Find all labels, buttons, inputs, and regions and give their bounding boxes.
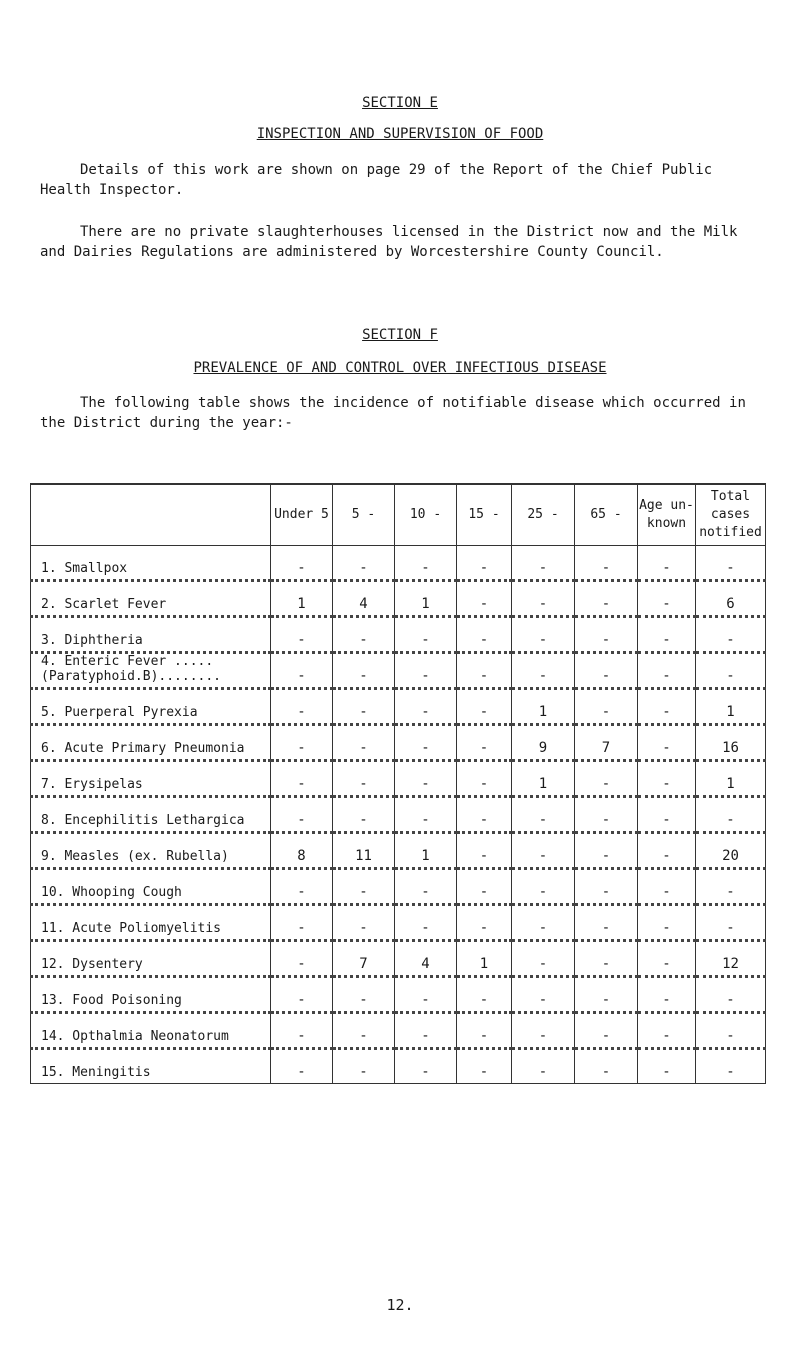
table-row	[31, 905, 766, 941]
count-cell: -	[271, 977, 333, 1013]
count-cell: -	[395, 869, 457, 905]
table-row	[31, 653, 766, 689]
count-cell: -	[457, 905, 512, 941]
count-cell: 11	[333, 833, 395, 869]
count-cell: 7	[575, 725, 638, 761]
count-cell: -	[638, 1013, 696, 1049]
count-cell: -	[333, 689, 395, 725]
count-cell: -	[575, 797, 638, 833]
notifiable-disease-table	[30, 483, 766, 1084]
count-cell: -	[638, 905, 696, 941]
disease-name: 10. Whooping Cough	[31, 869, 271, 905]
count-cell: -	[457, 833, 512, 869]
count-cell: -	[457, 689, 512, 725]
count-cell: -	[512, 653, 575, 689]
count-cell: -	[638, 977, 696, 1013]
count-cell: 1	[271, 581, 333, 617]
table-row	[31, 581, 766, 617]
count-cell: -	[696, 869, 766, 905]
count-cell: -	[638, 869, 696, 905]
section-e-subheading: INSPECTION AND SUPERVISION OF FOOD	[256, 126, 544, 142]
count-cell: 4	[333, 581, 395, 617]
count-cell: -	[512, 1049, 575, 1084]
count-cell: 8	[271, 833, 333, 869]
count-cell: -	[457, 725, 512, 761]
count-cell: -	[575, 1049, 638, 1084]
count-cell: -	[512, 977, 575, 1013]
count-cell: -	[395, 725, 457, 761]
count-cell: -	[271, 725, 333, 761]
count-cell: -	[395, 761, 457, 797]
table-row	[31, 869, 766, 905]
count-cell: -	[696, 905, 766, 941]
count-cell: -	[395, 546, 457, 581]
count-cell: -	[638, 761, 696, 797]
disease-name: 13. Food Poisoning	[31, 977, 271, 1013]
header-col-5: 25 -	[512, 484, 575, 546]
count-cell: -	[395, 1049, 457, 1084]
table-row	[31, 977, 766, 1013]
header-col-3: 10 -	[395, 484, 457, 546]
count-cell: -	[512, 1013, 575, 1049]
count-cell: -	[696, 977, 766, 1013]
disease-name: 11. Acute Poliomyelitis	[31, 905, 271, 941]
table-row	[31, 1013, 766, 1049]
count-cell: -	[457, 977, 512, 1013]
count-cell: 1	[512, 761, 575, 797]
count-cell: -	[333, 869, 395, 905]
table-row	[31, 689, 766, 725]
count-cell: -	[395, 797, 457, 833]
count-cell: -	[457, 1013, 512, 1049]
count-cell: -	[333, 653, 395, 689]
count-cell: 12	[696, 941, 766, 977]
section-f-paragraph-1: The following table shows the incidence of notifiable disease which occurred in the District during the year:-	[40, 395, 746, 431]
count-cell: -	[333, 1013, 395, 1049]
count-cell: 7	[333, 941, 395, 977]
table-row	[31, 725, 766, 761]
count-cell: -	[271, 1049, 333, 1084]
count-cell: -	[395, 1013, 457, 1049]
count-cell: -	[271, 905, 333, 941]
count-cell: -	[575, 869, 638, 905]
count-cell: -	[638, 941, 696, 977]
count-cell: -	[696, 1013, 766, 1049]
header-col-7: Age un- known	[638, 484, 696, 546]
count-cell: -	[395, 905, 457, 941]
header-col-2: 5 -	[333, 484, 395, 546]
count-cell: -	[271, 653, 333, 689]
count-cell: -	[575, 977, 638, 1013]
table-row	[31, 797, 766, 833]
count-cell: -	[271, 797, 333, 833]
count-cell: -	[395, 653, 457, 689]
count-cell: -	[512, 617, 575, 653]
disease-name: 15. Meningitis	[31, 1049, 271, 1084]
disease-name: 4. Enteric Fever .....(Paratyphoid.B)........	[31, 653, 271, 689]
disease-name: 8. Encephilitis Lethargica	[31, 797, 271, 833]
count-cell: -	[512, 833, 575, 869]
table-row	[31, 617, 766, 653]
count-cell: -	[575, 833, 638, 869]
section-e-paragraph-1: Details of this work are shown on page 29 of the Report of the Chief Public Health Inspector.	[40, 162, 713, 198]
disease-name: 5. Puerperal Pyrexia	[31, 689, 271, 725]
count-cell: -	[638, 1049, 696, 1084]
header-col-6: 65 -	[575, 484, 638, 546]
count-cell: -	[638, 581, 696, 617]
count-cell: 1	[696, 761, 766, 797]
count-cell: -	[512, 797, 575, 833]
count-cell: -	[575, 1013, 638, 1049]
count-cell: -	[638, 833, 696, 869]
count-cell: -	[638, 725, 696, 761]
count-cell: -	[271, 761, 333, 797]
count-cell: -	[333, 617, 395, 653]
count-cell: -	[333, 977, 395, 1013]
count-cell: 16	[696, 725, 766, 761]
count-cell: -	[333, 905, 395, 941]
table-row	[31, 1049, 766, 1084]
count-cell: 1	[395, 581, 457, 617]
count-cell: -	[271, 941, 333, 977]
count-cell: -	[696, 653, 766, 689]
count-cell: -	[333, 1049, 395, 1084]
count-cell: -	[696, 617, 766, 653]
count-cell: -	[696, 797, 766, 833]
count-cell: -	[638, 653, 696, 689]
count-cell: -	[333, 761, 395, 797]
count-cell: -	[696, 546, 766, 581]
count-cell: -	[457, 1049, 512, 1084]
count-cell: -	[638, 617, 696, 653]
count-cell: -	[271, 689, 333, 725]
count-cell: 1	[457, 941, 512, 977]
count-cell: -	[457, 869, 512, 905]
count-cell: -	[333, 725, 395, 761]
section-e-paragraph-2: There are no private slaughterhouses licensed in the District now and the Milk and Dairies Regulations are administered by Worcestershire County Council.	[40, 224, 738, 260]
count-cell: -	[512, 581, 575, 617]
count-cell: 1	[512, 689, 575, 725]
count-cell: -	[457, 653, 512, 689]
count-cell: -	[271, 1013, 333, 1049]
count-cell: -	[457, 761, 512, 797]
count-cell: -	[333, 546, 395, 581]
count-cell: -	[457, 617, 512, 653]
disease-name: 14. Opthalmia Neonatorum	[31, 1013, 271, 1049]
count-cell: -	[575, 941, 638, 977]
disease-name: 12. Dysentery	[31, 941, 271, 977]
count-cell: -	[512, 905, 575, 941]
page-number: 12.	[386, 1296, 414, 1314]
disease-name: 7. Erysipelas	[31, 761, 271, 797]
count-cell: -	[457, 546, 512, 581]
count-cell: -	[395, 977, 457, 1013]
count-cell: -	[271, 617, 333, 653]
disease-name: 1. Smallpox	[31, 546, 271, 581]
count-cell: -	[575, 546, 638, 581]
count-cell: -	[457, 797, 512, 833]
header-col-8: Total cases notified	[696, 484, 766, 546]
count-cell: -	[575, 761, 638, 797]
count-cell: -	[575, 689, 638, 725]
table-header-row	[31, 484, 766, 546]
count-cell: -	[638, 546, 696, 581]
count-cell: -	[333, 797, 395, 833]
count-cell: -	[512, 546, 575, 581]
count-cell: 6	[696, 581, 766, 617]
table-body	[31, 546, 766, 1084]
table-row	[31, 833, 766, 869]
disease-name: 6. Acute Primary Pneumonia	[31, 725, 271, 761]
disease-name: 3. Diphtheria	[31, 617, 271, 653]
count-cell: -	[696, 1049, 766, 1084]
count-cell: -	[575, 905, 638, 941]
count-cell: -	[512, 941, 575, 977]
section-f-subheading: PREVALENCE OF AND CONTROL OVER INFECTIOUS DISEASE	[193, 360, 607, 376]
section-f-heading: SECTION F	[362, 327, 438, 343]
table-row	[31, 941, 766, 977]
disease-name: 9. Measles (ex. Rubella)	[31, 833, 271, 869]
section-e-heading: SECTION E	[362, 95, 438, 111]
disease-name: 2. Scarlet Fever	[31, 581, 271, 617]
count-cell: -	[575, 581, 638, 617]
count-cell: 1	[696, 689, 766, 725]
count-cell: -	[271, 546, 333, 581]
count-cell: -	[575, 617, 638, 653]
header-col-4: 15 -	[457, 484, 512, 546]
header-col-1: Under 5	[271, 484, 333, 546]
count-cell: 20	[696, 833, 766, 869]
count-cell: -	[575, 653, 638, 689]
count-cell: -	[638, 797, 696, 833]
count-cell: -	[457, 581, 512, 617]
table-row	[31, 546, 766, 581]
header-disease	[31, 484, 271, 546]
count-cell: -	[512, 869, 575, 905]
count-cell: 9	[512, 725, 575, 761]
count-cell: -	[395, 617, 457, 653]
count-cell: -	[271, 869, 333, 905]
count-cell: 1	[395, 833, 457, 869]
table-row	[31, 761, 766, 797]
count-cell: -	[395, 689, 457, 725]
count-cell: -	[638, 689, 696, 725]
count-cell: 4	[395, 941, 457, 977]
